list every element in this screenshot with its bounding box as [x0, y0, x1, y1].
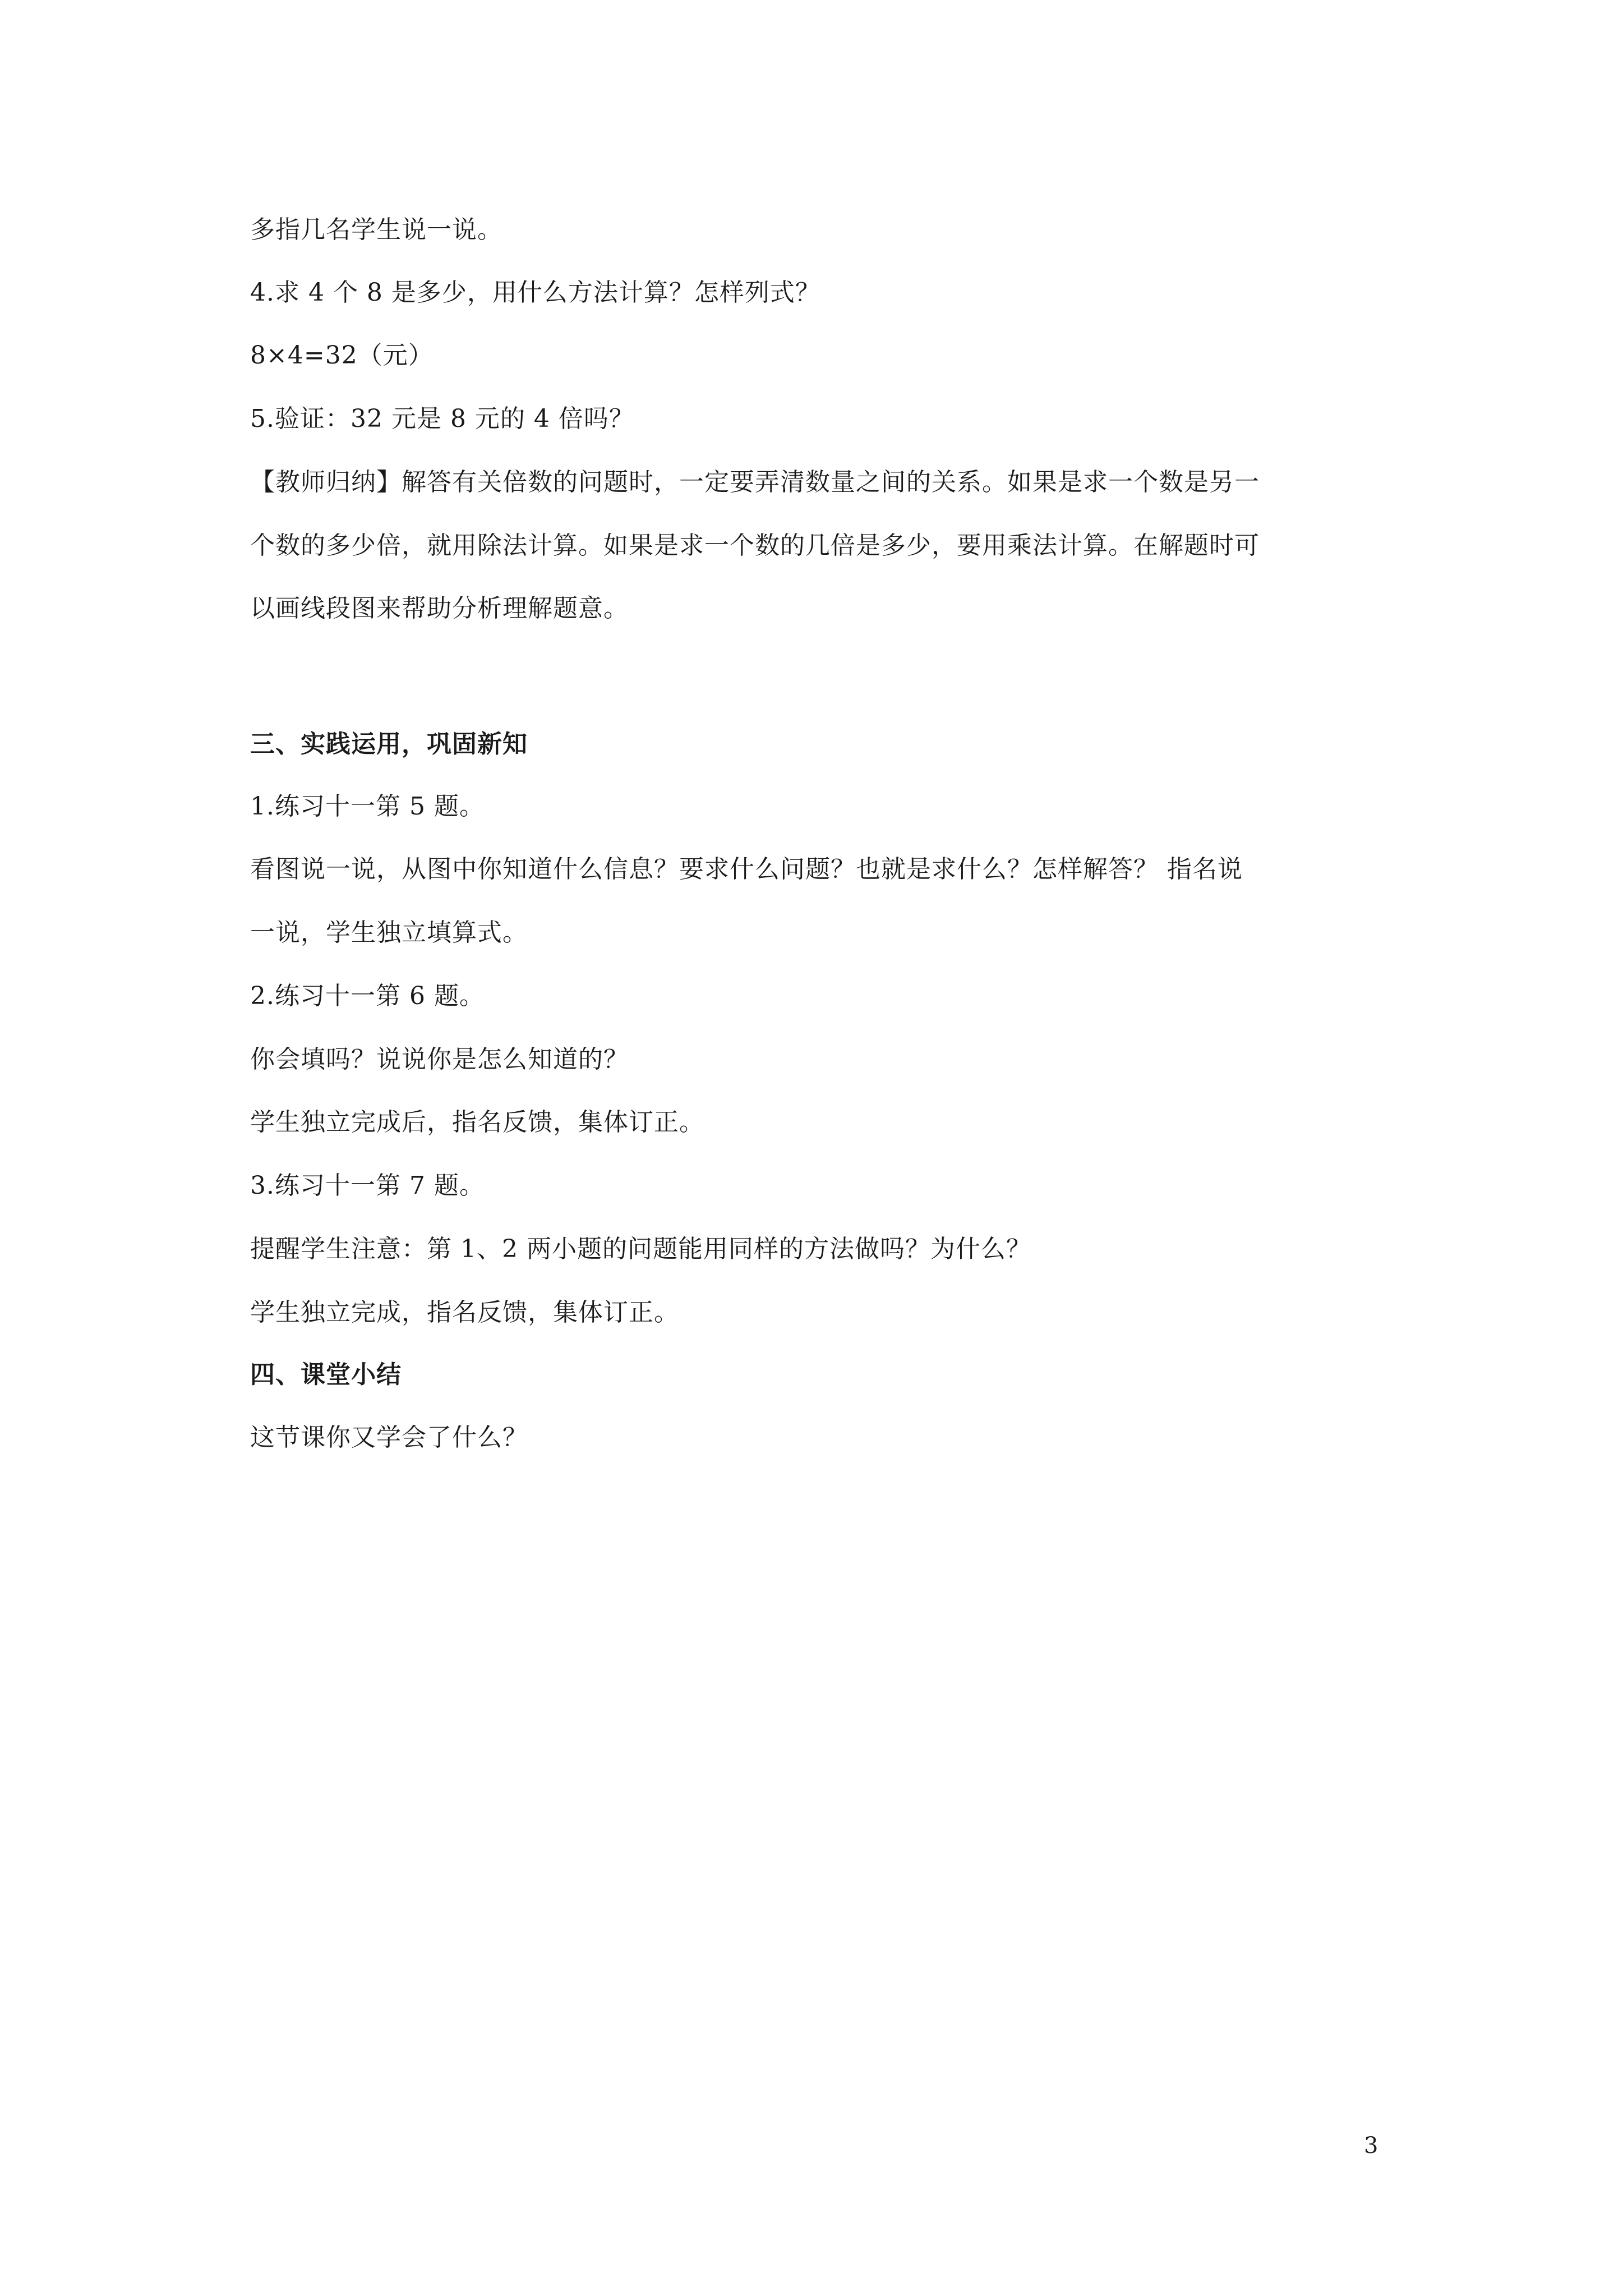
text-line: 这节课你又学会了什么？: [250, 1423, 528, 1452]
text-line: 1.练习十一第 5 题。: [250, 792, 485, 821]
text-line: 4.求 4 个 8 是多少，用什么方法计算？怎样列式？: [250, 278, 820, 307]
text-line: 2.练习十一第 6 题。: [250, 982, 485, 1010]
text-line: 看图说一说，从图中你知道什么信息？要求什么问题？也就是求什么？怎样解答？ 指名说: [250, 855, 1243, 884]
text-line: 学生独立完成后，指名反馈，集体订正。: [250, 1108, 704, 1137]
text-line: 多指几名学生说一说。: [250, 215, 502, 244]
text-line: 你会填吗？说说你是怎么知道的？: [250, 1045, 629, 1074]
section-heading: 四、课堂小结: [250, 1360, 402, 1389]
text-line: 【教师归纳】解答有关倍数的问题时，一定要弄清数量之间的关系。如果是求一个数是另一: [250, 468, 1260, 496]
text-line: 提醒学生注意：第 1、2 两小题的问题能用同样的方法做吗？为什么？: [250, 1235, 1031, 1263]
text-line: 学生独立完成，指名反馈，集体订正。: [250, 1298, 679, 1327]
text-line: 8×4=32（元）: [250, 341, 434, 370]
text-line: 以画线段图来帮助分析理解题意。: [250, 594, 629, 623]
page-number: 3: [1364, 2133, 1378, 2159]
section-heading: 三、实践运用，巩固新知: [250, 730, 528, 758]
text-line: 个数的多少倍，就用除法计算。如果是求一个数的几倍是多少，要用乘法计算。在解题时可: [250, 531, 1260, 560]
text-line: 3.练习十一第 7 题。: [250, 1171, 485, 1200]
text-line: 5.验证：32 元是 8 元的 4 倍吗？: [250, 404, 634, 433]
text-line: 一说，学生独立填算式。: [250, 918, 528, 947]
